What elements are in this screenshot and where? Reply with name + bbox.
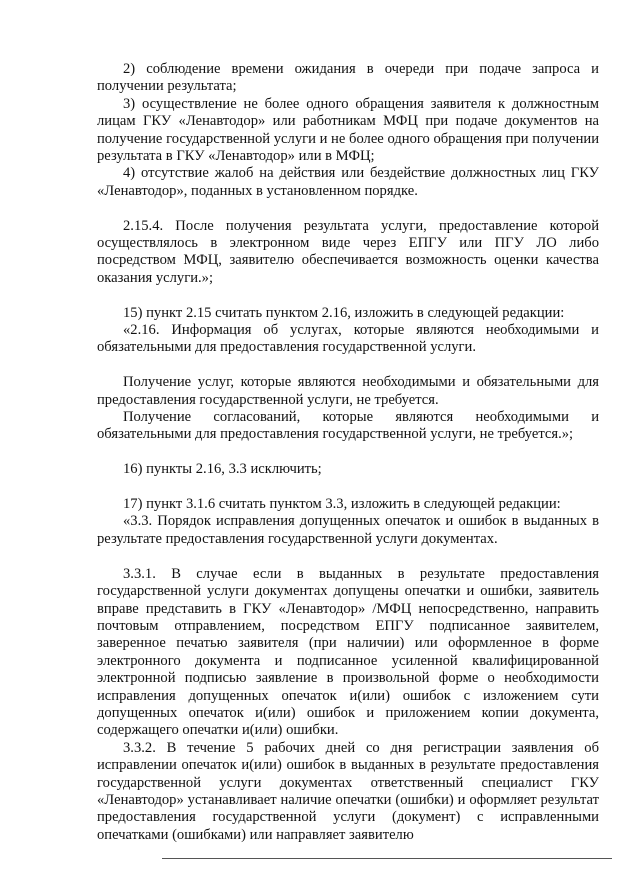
spacer [97, 444, 599, 461]
paragraph-item-16: 16) пункты 2.16, 3.3 исключить; [123, 461, 322, 478]
paragraph-3-3-heading: «3.3. Порядок исправления допущенных опечаток и ошибок в выданных в результате предоставления государственной услуги документах. [97, 513, 599, 547]
paragraph-2-16-heading: «2.16. Информация об услугах, которые являются необходимыми и обязательными для предоставления государственной услуги. [97, 322, 599, 356]
paragraph-3-3-2: 3.3.2. В течение 5 рабочих дней со дня регистрации заявления об исправлении опечаток и(или) ошибок в выданных в результате предоставления государственной услуги документах ответственный специалист ГКУ «Ленавтодор» устанавливает наличие опечатки (ошибки) и оформляет результат предоставления государственной услуги (документ) с исправленными опечатками (ошибками) или направляет заявителю [97, 739, 599, 843]
spacer [97, 357, 599, 374]
document-body [97, 61, 599, 844]
paragraph-criterion-2: 2) соблюдение времени ожидания в очереди при подаче запроса и получении результата; [97, 61, 599, 95]
paragraph-2-15-4: 2.15.4. После получения результата услуги, предоставление которой осуществлялось в электронном виде через ЕПГУ или ПГУ ЛО либо посредством МФЦ, заявителю обеспечивается возможность оценки качества оказания услуги.»; [97, 217, 599, 286]
paragraph-criterion-4: 4) отсутствие жалоб на действия или бездействие должностных лиц ГКУ «Ленавтодор», поданных в установленном порядке. [97, 165, 599, 199]
spacer [97, 200, 599, 217]
spacer [97, 479, 599, 496]
paragraph-3-3-1: 3.3.1. В случае если в выданных в результате предоставления государственной услуги документах допущены опечатки и ошибки, заявитель вправе представить в ГКУ «Ленавтодор» /МФЦ непосредственно, направить почтовым отправлением, посредством ЕПГУ подписанное заявителем, заверенное печатью заявителя (при наличии) или оформленное в форме электронного документа и подписанное усиленной квалифицированной электронной подписью заявление в произвольной форме о необходимости исправления допущенных опечаток и(или) ошибок с изложением сути допущенных опечаток и(или) ошибок и приложением копии документа, содержащего опечатки и(или) ошибки. [97, 565, 599, 739]
footer-rule [162, 858, 612, 859]
spacer [97, 548, 599, 565]
paragraph-services-not-required: Получение услуг, которые являются необходимыми и обязательными для предоставления государственной услуги, не требуется. [97, 374, 599, 408]
spacer [97, 287, 599, 304]
paragraph-item-17: 17) пункт 3.1.6 считать пунктом 3.3, изложить в следующей редакции: [123, 496, 561, 513]
paragraph-item-15: 15) пункт 2.15 считать пунктом 2.16, изложить в следующей редакции: [123, 304, 565, 321]
paragraph-criterion-3: 3) осуществление не более одного обращения заявителя к должностным лицам ГКУ «Ленавтодор» или работникам МФЦ при подаче документов на получение государственной услуги и не более одного обращения при получении результата в ГКУ «Ленавтодор» или в МФЦ; [97, 95, 599, 165]
paragraph-approvals-not-required: Получение согласований, которые являются необходимыми и обязательными для предоставления государственной услуги, не требуется.»; [97, 409, 599, 443]
